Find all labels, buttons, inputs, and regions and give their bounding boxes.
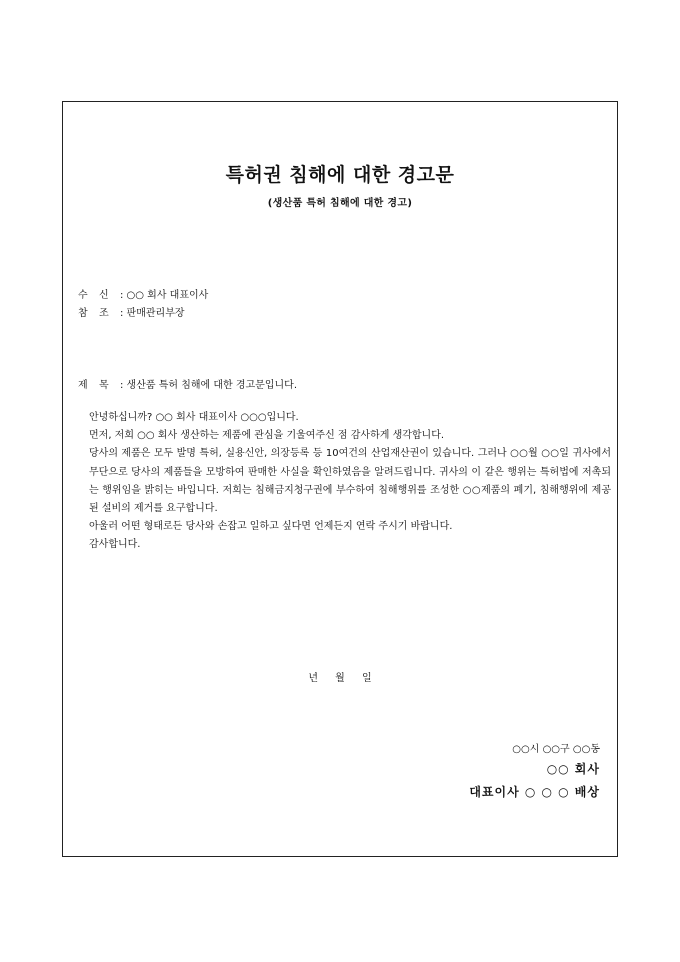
- reference-label-part-2: 조: [99, 308, 109, 319]
- reference-row: [78, 304, 185, 319]
- body-cooperation: 아울러 어떤 형태로든 당사와 손잡고 일하고 싶다면 언제든지 연락 주시기 바랍니다.: [89, 521, 453, 533]
- subject-row: [78, 376, 297, 391]
- recipient-label: [78, 286, 120, 301]
- subject-value: : 생산품 특허 침해에 대한 경고문입니다.: [120, 380, 298, 391]
- letter-body: [89, 409, 611, 555]
- recipient-row: [78, 286, 208, 301]
- subject-label-part-1: 제: [78, 380, 88, 391]
- body-infringement-notice: 당사의 제품은 모두 발명 특허, 실용신안, 의장등록 등 10여건의 산업재산권이 있습니다. 그러나 ○○월 ○○일 귀사에서 무단으로 당사의 제품들을 모방하여 판매한 사실을 확인하였음을 알려드립니다. 귀사의 이 같은 행위는 특허법에 저촉되는 행위임을 밝히는 바입니다. 저희는 침해금지청구권에 부수하여 침해행위를 조성한 ○○제품의 폐기, 침해행위에 제공된 설비의 제거를 요구합니다.: [89, 448, 611, 515]
- recipient-value: : ○○ 회사 대표이사: [120, 290, 209, 301]
- reference-label-part-1: 참: [78, 308, 88, 319]
- document-title: 특허권 침해에 대한 경고문: [225, 164, 455, 186]
- sender-address: ○○시 ○○구 ○○동: [512, 744, 600, 755]
- subject-label-part-2: 목: [99, 380, 109, 391]
- recipient-label-part-1: 수: [78, 290, 88, 301]
- subject-label: [78, 376, 120, 391]
- reference-label: [78, 304, 120, 319]
- reference-value: : 판매관리부장: [120, 308, 185, 319]
- recipient-label-part-2: 신: [99, 290, 109, 301]
- sender-representative: 대표이사 ○ ○ ○ 배상: [469, 785, 600, 799]
- body-thanks: 먼저, 저희 ○○ 회사 생산하는 제품에 관심을 기울여주신 점 감사하게 생각합니다.: [89, 430, 445, 442]
- body-greeting: 안녕하십니까? ○○ 회사 대표이사 ○○○입니다.: [89, 412, 299, 423]
- sender-company: ○○ 회사: [546, 762, 600, 776]
- body-closing: 감사합니다.: [89, 539, 141, 551]
- date-line: 년 월 일: [308, 673, 372, 684]
- document-subtitle: (생산품 특허 침해에 대한 경고): [267, 198, 413, 209]
